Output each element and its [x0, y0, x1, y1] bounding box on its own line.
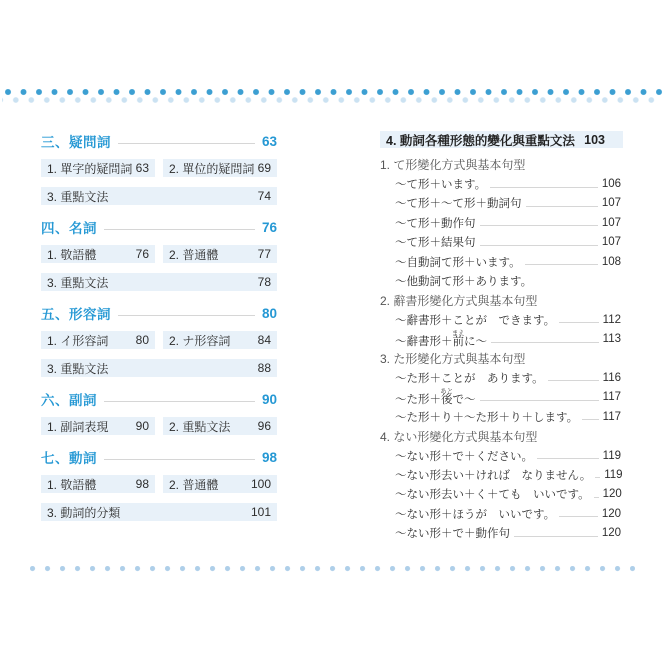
chapter-heading-row [380, 131, 623, 148]
toc-entry [41, 159, 155, 177]
toc-left-column [41, 131, 277, 533]
entry-page-number: 77 [257, 247, 271, 261]
entry-label: 1. 敬語體 [47, 477, 97, 492]
entry-page-number: 119 [604, 468, 623, 481]
section-header [41, 217, 277, 237]
entry-label: ～た形＋後あとで～ [395, 387, 476, 406]
entry-label: 2. 普通體 [169, 247, 219, 262]
leader-line [537, 458, 599, 459]
entry-page-number: 107 [601, 197, 621, 210]
toc-entry [163, 245, 277, 263]
toc-entry [380, 252, 623, 271]
toc-entry [41, 273, 277, 291]
entry-label: 3. 動詞的分類 [47, 505, 121, 520]
group-title: 1. て形變化方式與基本句型 [380, 158, 526, 173]
entry-label: ～た形＋り＋～た形＋り＋します。 [395, 411, 579, 424]
toc-entry [41, 331, 155, 349]
entry-page-number: 106 [601, 178, 621, 191]
entry-page-number: 120 [601, 527, 621, 540]
toc-entry [380, 213, 623, 232]
entry-page-number: 119 [602, 449, 621, 462]
entry-label: 2. 普通體 [169, 477, 219, 492]
section-page-number: 90 [261, 391, 277, 407]
toc-entry [380, 368, 623, 387]
toc-entry [380, 174, 623, 193]
section-header [41, 303, 277, 323]
toc-entry [380, 407, 623, 426]
leader-line [594, 497, 599, 498]
leader-line [480, 225, 598, 226]
entry-page-number: 107 [601, 216, 621, 229]
decorative-dots-top-border [2, 87, 663, 105]
entry-page-number: 96 [257, 419, 271, 433]
entry-label: 3. 重點文法 [47, 189, 109, 204]
toc-entry [380, 233, 623, 252]
entry-label: ～ない形＋で＋動作句 [395, 528, 510, 541]
decorative-dots-bottom-border [30, 564, 635, 574]
section-header [41, 447, 277, 467]
entry-page-number: 120 [601, 507, 621, 520]
entry-label: 2. 重點文法 [169, 419, 231, 434]
group-title: 3. た形變化方式與基本句型 [380, 352, 526, 367]
entry-label: ～自動詞て形＋います。 [395, 256, 521, 269]
entry-label: 1. 單字的疑問詞 [47, 161, 133, 176]
section-page-number: 63 [261, 133, 277, 149]
entry-label: ～た形＋ことが あります。 [395, 372, 544, 385]
toc-entry [163, 159, 277, 177]
toc-entry [41, 503, 277, 521]
section-header [41, 389, 277, 409]
entry-page-number: 108 [601, 255, 621, 268]
toc-row [41, 417, 277, 435]
furigana-ruby: 前まえ [451, 329, 465, 348]
leader-line [559, 322, 599, 323]
section-header [41, 131, 277, 151]
entry-label: 2. ナ形容詞 [169, 333, 231, 348]
section-title: 三、疑問詞 [41, 135, 111, 150]
entry-page-number: 80 [135, 333, 149, 347]
leader-line [525, 264, 598, 265]
entry-page-number: 88 [257, 361, 271, 375]
section-page-number: 80 [261, 305, 277, 321]
section-title: 六、副詞 [41, 393, 97, 408]
entry-label: 1. 敬語體 [47, 247, 97, 262]
entry-page-number: 78 [257, 275, 271, 289]
toc-section [41, 447, 277, 521]
leader-line [118, 143, 255, 144]
entry-label: ～て形＋動作句 [395, 217, 476, 230]
chapter-heading-page-number: 103 [584, 132, 605, 147]
leader-line [491, 342, 599, 343]
entry-page-number: 74 [257, 189, 271, 203]
entry-label: ～辭書形＋ことが できます。 [395, 314, 556, 327]
group-title: 2. 辭書形變化方式與基本句型 [380, 293, 538, 308]
toc-row [41, 331, 277, 349]
entry-page-number: 63 [135, 161, 149, 175]
entry-page-number: 84 [257, 333, 271, 347]
leader-line [595, 477, 600, 478]
toc-row [41, 159, 277, 177]
entry-page-number: 112 [602, 313, 621, 326]
toc-entry [380, 271, 623, 290]
leader-line [480, 245, 598, 246]
toc-section [41, 389, 277, 435]
toc-entry [41, 475, 155, 493]
entry-label: ～ない形去い＋ければ なりません。 [395, 469, 592, 482]
entry-label: 2. 單位的疑問詞 [169, 161, 255, 176]
group-title: 4. ない形變化方式與基本句型 [380, 429, 538, 444]
toc-row [41, 273, 277, 291]
leader-line [118, 315, 255, 316]
leader-line [104, 229, 255, 230]
leader-line [514, 536, 598, 537]
entry-label: ～辭書形＋前まえに～ [395, 329, 487, 348]
toc-entry [163, 331, 277, 349]
entry-page-number: 117 [602, 410, 621, 423]
entry-page-number: 90 [135, 419, 149, 433]
toc-entry [41, 359, 277, 377]
leader-line [104, 459, 255, 460]
entry-page-number: 113 [602, 333, 621, 346]
toc-entry [163, 475, 277, 493]
toc-entry [163, 417, 277, 435]
entry-label: ～ない形去い＋く＋ても いいです。 [395, 489, 590, 502]
section-title: 五、形容詞 [41, 307, 111, 322]
entry-page-number: 107 [601, 236, 621, 249]
leader-line [480, 400, 599, 401]
section-page-number: 76 [261, 219, 277, 235]
toc-section [41, 217, 277, 291]
entry-page-number: 120 [602, 488, 622, 501]
entry-label: 3. 重點文法 [47, 275, 109, 290]
entry-page-number: 117 [602, 391, 621, 404]
toc-entry [380, 504, 623, 523]
chapter-heading-label: 4. 動詞各種形態的變化與重點文法 [386, 133, 575, 148]
toc-entry [380, 330, 623, 349]
toc-row [41, 245, 277, 263]
toc-entry [380, 388, 623, 407]
entry-label: ～て形＋～て形＋動詞句 [395, 198, 522, 211]
toc-entry [41, 417, 155, 435]
toc-right-column [380, 131, 623, 543]
entry-page-number: 98 [135, 477, 149, 491]
toc-entry [380, 485, 623, 504]
toc-entry [380, 523, 623, 542]
toc-entry [380, 194, 623, 213]
section-page-number: 98 [261, 449, 277, 465]
section-title: 七、動詞 [41, 451, 97, 466]
entry-page-number: 116 [602, 371, 621, 384]
entry-page-number: 100 [250, 477, 271, 491]
leader-line [582, 419, 599, 420]
section-title: 四、名詞 [41, 221, 97, 236]
entry-label: ～て形＋結果句 [395, 237, 476, 250]
toc-row [41, 475, 277, 493]
toc-section [41, 131, 277, 205]
leader-line [559, 516, 598, 517]
entry-label: 3. 重點文法 [47, 361, 109, 376]
toc-row [41, 187, 277, 205]
toc-entry [380, 465, 623, 484]
furigana-ruby: 後あと [440, 387, 454, 406]
toc-entry [41, 245, 155, 263]
entry-label: 1. 副詞表現 [47, 419, 109, 434]
toc-entry [380, 446, 623, 465]
toc-section [41, 303, 277, 377]
entry-label: 1. イ形容詞 [47, 333, 109, 348]
entry-label: ～他動詞て形＋あります。 [395, 276, 533, 289]
toc-entry [41, 187, 277, 205]
entry-page-number: 69 [257, 161, 271, 175]
entry-page-number: 76 [135, 247, 149, 261]
entry-label: ～ない形＋ほうが いいです。 [395, 508, 556, 521]
leader-line [548, 380, 599, 381]
entry-label: ～ない形＋で＋ください。 [395, 450, 533, 463]
entry-label: ～て形＋います。 [395, 179, 487, 192]
leader-line [526, 206, 598, 207]
toc-entry [380, 310, 623, 329]
toc-row [41, 503, 277, 521]
toc-row [41, 359, 277, 377]
leader-line [490, 187, 598, 188]
leader-line [104, 401, 255, 402]
entry-page-number: 101 [250, 505, 271, 519]
